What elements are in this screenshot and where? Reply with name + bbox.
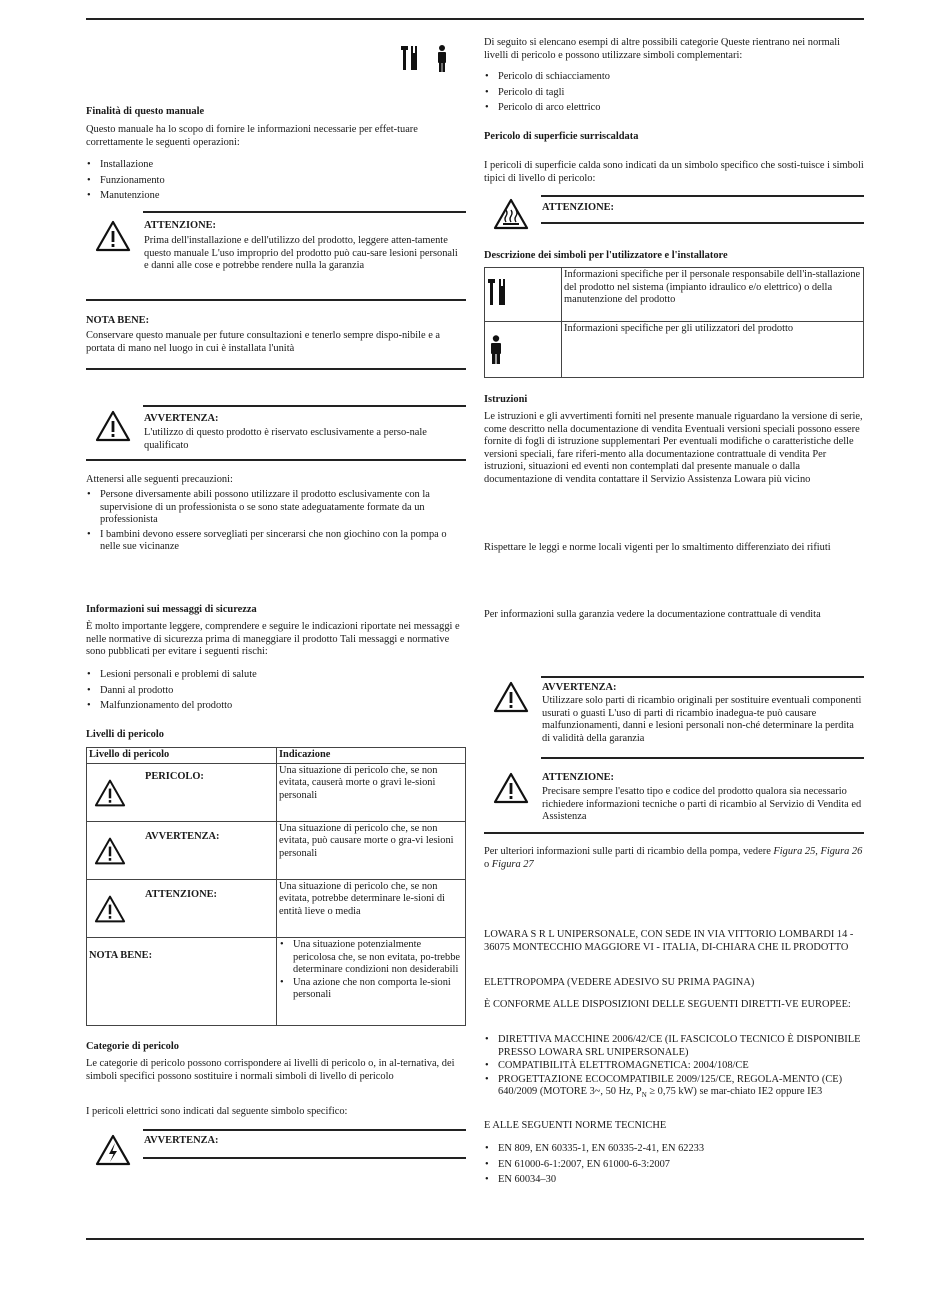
tools-icon	[400, 44, 450, 74]
norme-list	[484, 1141, 864, 1188]
garanzia-text: Per informazioni sulla garanzia vedere la documentazione contrattuale di vendita	[484, 609, 821, 620]
hot-surface-notice	[484, 195, 864, 231]
precauzioni-intro: Attenersi alle seguenti precauzioni:	[86, 474, 233, 485]
table-row	[87, 822, 466, 880]
warning-triangle-icon	[492, 771, 530, 805]
notice-body: Precisare sempre l'esatto tipo e codice del prodotto qualora sia necessario richiedere informazioni tecniche o parti di ricambio al Servizio di Vendita ed Assistenza	[542, 786, 862, 823]
rischi-list	[86, 667, 466, 714]
smaltimento-text: Rispettare le leggi e norme locali vigenti per lo smaltimento differenziato dei rifiuti	[484, 542, 831, 553]
list-item: • EN 809, EN 60335-1, EN 60335-2-41, EN 62233	[484, 1141, 864, 1157]
notice-title: ATTENZIONE:	[144, 220, 216, 231]
notice-body: Utilizzare solo parti di ricambio originali per sostituire eventuali componenti usurati o guasti L'uso di parti di ricambio inadegua-te può causare malfunzionamenti, danni e lesioni personali non-ché determinare la perdita di validità della garanzia	[542, 695, 862, 744]
list-item: • EN 61000-6-1:2007, EN 61000-6-3:2007	[484, 1157, 864, 1173]
list-item: • Installazione	[86, 157, 466, 173]
list-item: • Danni al prodotto	[86, 683, 466, 699]
altre-list	[484, 69, 864, 116]
list-item: • I bambini devono essere sorvegliati per sincerarsi che non giochino con la pompa o nelle sue vicinanze	[86, 529, 466, 554]
avvertenza-ricambi-notice	[484, 676, 864, 756]
list-item: • Pericolo di tagli	[484, 85, 864, 101]
categorie-body: Le categorie di pericolo possono corrispondere ai livelli di pericolo o, in al-ternativa, dei simboli specifici possono sostituire i normali simboli di livello di pericolo	[86, 1058, 455, 1082]
simboli-table	[484, 267, 864, 378]
attenzione-ricambi-notice	[484, 757, 864, 837]
list-item: • COMPATIBILITÀ ELETTROMAGNETICA: 2004/108/CE	[484, 1060, 864, 1073]
level-label: AVVERTENZA:	[145, 831, 220, 842]
notice-body: Prima dell'installazione e dell'utilizzo del prodotto, leggere atten-tamente questo manuale L'uso improprio del prodotto può cau-sare lesioni personali e danni alle cose e potrebbe rendere nulla la garanzia	[144, 235, 458, 272]
figure-link[interactable]: Figura 25	[773, 846, 816, 857]
symbol-description: Informazioni specifiche per gli utilizzatori del prodotto	[562, 322, 864, 378]
figure-link[interactable]: Figura 27	[491, 858, 534, 870]
notice-body: L'utilizzo di questo prodotto è riservato esclusivamente a perso-nale qualificato	[144, 427, 427, 451]
figure-link[interactable]: Figura 26	[820, 846, 863, 857]
table-row	[87, 880, 466, 938]
hot-surface-icon	[492, 197, 530, 231]
table-header-row	[87, 748, 466, 764]
attenzione-notice	[86, 211, 466, 291]
istruzioni-body: Le istruzioni e gli avvertimenti forniti nel presente manuale riguardano la versione di serie, come descritto nella documentazione di vendita Eventuali versioni speciali possono essere fornite di fogli di istruzione supplementari Per eventuali modifiche o caratteristiche delle versioni speciali, fare riferi-mento alla documentazione contrattuale di vendita Per istruzioni, situazioni ed eventi non contemplati dal presente manuale o dalla documentazione di vendita contattare il Servizio Assistenza Lowara più vicino	[484, 411, 863, 485]
altre-intro: Di seguito si elencano esempi di altre possibili categorie Queste rientrano nei normali livelli di pericolo e possono utilizzare simboli complementari:	[484, 37, 841, 61]
list-item: • Malfunzionamento del prodotto	[86, 698, 466, 714]
elettrici-text: I pericoli elettrici sono indicati dal seguente simbolo specifico:	[86, 1106, 348, 1117]
level-label: NOTA BENE:	[89, 950, 153, 961]
level-text: Una situazione di pericolo che, se non evitata, potrebbe determinare le-sioni di entità lieve o media	[277, 880, 466, 938]
warning-triangle-icon	[93, 836, 127, 866]
warning-triangle-icon	[94, 219, 132, 253]
level-label: ATTENZIONE:	[145, 889, 217, 900]
bottom-rule	[86, 1238, 864, 1240]
tools-icon	[487, 277, 511, 309]
nota-list	[279, 939, 463, 1002]
surriscaldata-body: I pericoli di superficie calda sono indicati da un simbolo specifico che sosti-tuisce i simboli tipici di livello di pericolo:	[484, 160, 864, 184]
nota-body: Conservare questo manuale per future consultazioni e tenerlo sempre dispo-nibile e a portata di mano nel luogo in cui è installata l'unità	[86, 330, 441, 354]
dichiarazione-p2: ELETTROPOMPA (VEDERE ADESIVO SU PRIMA PAGINA)	[484, 977, 755, 988]
section-title-istruzioni: Istruzioni	[484, 394, 528, 405]
ricambi-reference: Per ulteriori informazioni sulle parti di ricambio della pompa, vedere Figura 25, Figura 26 o Figura 27	[484, 846, 863, 870]
symbol-description: Informazioni specifiche per il personale responsabile dell'in-stallazione del prodotto nel sistema (impianto idraulico e/o elettrico) o della manutenzione del prodotto	[562, 268, 864, 322]
list-item: • Una situazione potenzialmente pericolosa che, se non evitata, po-trebbe determinare condizioni non desiderabili	[279, 939, 463, 977]
table-row	[87, 938, 466, 1026]
list-item: • PROGETTAZIONE ECOCOMPATIBILE 2009/125/CE, REGOLA-MENTO (CE) 640/2009 (MOTORE 3~, 50 Hz, $P_N \ge 0,75$ kW) se mar-chiato IE2 oppure IE3	[484, 1074, 864, 1102]
dichiarazione-p4: E ALLE SEGUENTI NORME TECNICHE	[484, 1120, 667, 1131]
list-item: • Pericolo di arco elettrico	[484, 100, 864, 116]
level-text: Una situazione di pericolo che, se non evitata, causerà morte o gravi le-sioni personali	[277, 764, 466, 822]
dichiarazione-p1: LOWARA S R L UNIPERSONALE, CON SEDE IN VIA VITTORIO LOMBARDI 14 - 36075 MONTECCHIO MAGGIORE VI - ITALIA, DI-CHIARA CHE IL PRODOTTO	[484, 929, 854, 953]
header-icons	[400, 44, 450, 79]
nota-title: NOTA BENE:	[86, 315, 150, 326]
finalita-intro: Questo manuale ha lo scopo di fornire le informazioni necessarie per effet-tuare correttamente le seguenti operazioni:	[86, 124, 418, 148]
section-title-surriscaldata: Pericolo di superficie surriscaldata	[484, 131, 639, 142]
list-item: • Funzionamento	[86, 173, 466, 189]
notice-title: AVVERTENZA:	[144, 1135, 219, 1146]
notice-title: ATTENZIONE:	[542, 202, 614, 213]
notice-title: ATTENZIONE:	[542, 772, 614, 783]
section-title-livelli: Livelli di pericolo	[86, 729, 164, 740]
user-icon	[489, 335, 503, 365]
col-header: Livello di pericolo	[87, 748, 277, 764]
warning-triangle-icon	[492, 680, 530, 714]
warning-triangle-icon	[93, 778, 127, 808]
list-item: • Una azione che non comporta le-sioni personali	[279, 977, 463, 1002]
warning-triangle-icon	[93, 894, 127, 924]
notice-title: AVVERTENZA:	[144, 413, 219, 424]
level-label: PERICOLO:	[145, 771, 204, 782]
table-row	[485, 322, 864, 378]
precauzioni-list	[86, 489, 466, 554]
dichiarazione-p3: È CONFORME ALLE DISPOSIZIONI DELLE SEGUENTI DIRETTI-VE EUROPEE:	[484, 999, 851, 1010]
warning-triangle-icon	[94, 409, 132, 443]
list-item: • Pericolo di schiacciamento	[484, 69, 864, 85]
finalita-list	[86, 157, 466, 204]
col-header: Indicazione	[277, 748, 466, 764]
list-item: • DIRETTIVA MACCHINE 2006/42/CE (IL FASCICOLO TECNICO È DISPONIBILE PRESSO LOWARA SRL UNIPERSONALE)	[484, 1034, 864, 1059]
section-title-sicurezza: Informazioni sui messaggi di sicurezza	[86, 604, 257, 615]
electric-hazard-icon	[94, 1133, 132, 1167]
sicurezza-body: È molto importante leggere, comprendere e seguire le indicazioni riportate nei messaggi e nelle normative di sicurezza prima di maneggiare il prodotto Tali messaggi e normative sono pubblicati per evitare i seguenti rischi:	[86, 621, 460, 658]
list-item: • Lesioni personali e problemi di salute	[86, 667, 466, 683]
section-title-simboli: Descrizione dei simboli per l'utilizzatore e l'installatore	[484, 250, 728, 261]
avvertenza-elettrica-notice	[86, 1129, 466, 1169]
list-item: • Persone diversamente abili possono utilizzare il prodotto esclusivamente con la supervisione di un professionista o se sono state adeguatamente formate da un professionista	[86, 489, 466, 527]
list-item: • Manutenzione	[86, 188, 466, 204]
livelli-table	[86, 747, 466, 1026]
notice-title: AVVERTENZA:	[542, 682, 617, 693]
section-title-finalita: Finalità di questo manuale	[86, 106, 205, 117]
level-text: Una situazione di pericolo che, se non evitata, può causare morte o gra-vi lesioni personali	[277, 822, 466, 880]
table-row	[485, 268, 864, 322]
section-title-categorie: Categorie di pericolo	[86, 1041, 179, 1052]
avvertenza-notice	[86, 405, 466, 455]
list-item: • EN 60034–30	[484, 1172, 864, 1188]
table-row	[87, 764, 466, 822]
top-rule	[86, 18, 864, 20]
direttive-list	[484, 1034, 864, 1102]
